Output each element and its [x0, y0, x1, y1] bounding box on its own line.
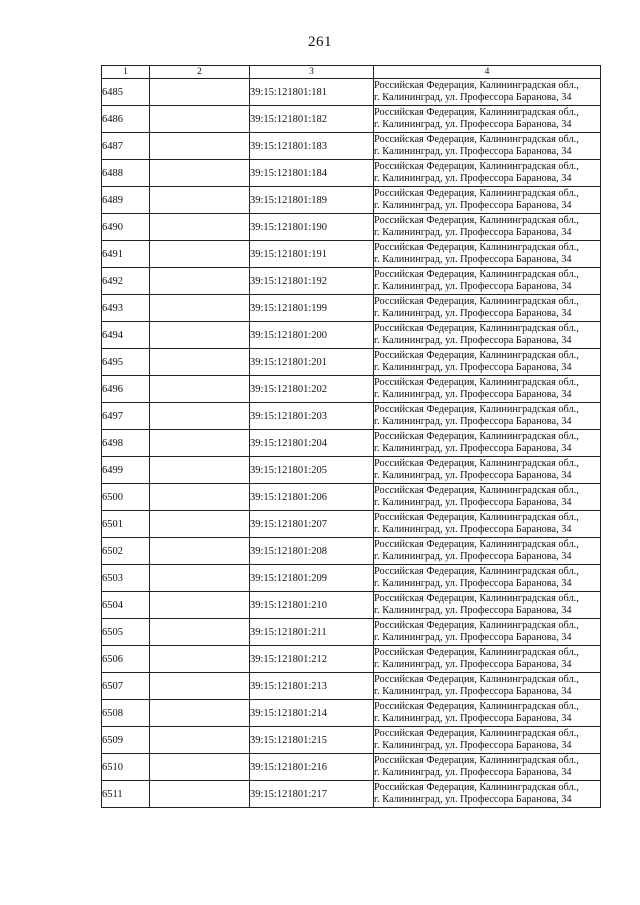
cadastral-number-cell: 39:15:121801:201: [250, 349, 374, 376]
table-row: [102, 160, 601, 187]
address-line-street: г. Калининград, ул. Профессора Баранова, 34: [374, 362, 572, 373]
row-number-cell: 6495: [102, 349, 150, 376]
table-row: [102, 349, 601, 376]
address-cell: [374, 700, 601, 727]
table-row: [102, 241, 601, 268]
empty-cell: [150, 376, 250, 403]
address-cell: [374, 511, 601, 538]
address-line-street: г. Калининград, ул. Профессора Баранова, 34: [374, 227, 572, 238]
address-line-region: Российская Федерация, Калининградская обл.,: [374, 350, 579, 361]
cadastral-number-cell: 39:15:121801:189: [250, 187, 374, 214]
address-cell: [374, 349, 601, 376]
row-number-cell: 6509: [102, 727, 150, 754]
table-row: [102, 133, 601, 160]
cadastral-number-cell: 39:15:121801:208: [250, 538, 374, 565]
table-row: [102, 754, 601, 781]
address-cell: [374, 241, 601, 268]
address-line-region: Российская Федерация, Калининградская обл.,: [374, 512, 579, 523]
address-line-street: г. Калининград, ул. Профессора Баранова, 34: [374, 713, 572, 724]
row-number-cell: 6511: [102, 781, 150, 808]
cadastral-number-cell: 39:15:121801:199: [250, 295, 374, 322]
address-line-region: Российская Федерация, Калининградская обл.,: [374, 215, 579, 226]
cadastral-number-cell: 39:15:121801:216: [250, 754, 374, 781]
address-line-street: г. Калининград, ул. Профессора Баранова, 34: [374, 470, 572, 481]
cadastral-number-cell: 39:15:121801:190: [250, 214, 374, 241]
empty-cell: [150, 241, 250, 268]
row-number-cell: 6491: [102, 241, 150, 268]
table-row: [102, 538, 601, 565]
row-number-cell: 6505: [102, 619, 150, 646]
table-row: [102, 673, 601, 700]
empty-cell: [150, 565, 250, 592]
address-line-region: Российская Федерация, Калининградская обл.,: [374, 296, 579, 307]
empty-cell: [150, 457, 250, 484]
empty-cell: [150, 727, 250, 754]
address-line-region: Российская Федерация, Калининградская обл.,: [374, 161, 579, 172]
empty-cell: [150, 133, 250, 160]
address-line-street: г. Калининград, ул. Профессора Баранова, 34: [374, 254, 572, 265]
empty-cell: [150, 430, 250, 457]
address-line-street: г. Калининград, ул. Профессора Баранова, 34: [374, 632, 572, 643]
address-line-region: Российская Федерация, Калининградская обл.,: [374, 404, 579, 415]
address-cell: [374, 106, 601, 133]
row-number-cell: 6485: [102, 79, 150, 106]
header-row: [102, 66, 601, 79]
address-line-region: Российская Федерация, Калининградская обл.,: [374, 458, 579, 469]
cadastral-number-cell: 39:15:121801:184: [250, 160, 374, 187]
row-number-cell: 6486: [102, 106, 150, 133]
address-cell: [374, 160, 601, 187]
cadastral-number-cell: 39:15:121801:203: [250, 403, 374, 430]
address-line-region: Российская Федерация, Калининградская обл.,: [374, 728, 579, 739]
table-row: [102, 619, 601, 646]
address-cell: [374, 376, 601, 403]
address-line-street: г. Калининград, ул. Профессора Баранова, 34: [374, 416, 572, 427]
address-line-street: г. Калининград, ул. Профессора Баранова, 34: [374, 497, 572, 508]
table-row: [102, 295, 601, 322]
address-cell: [374, 214, 601, 241]
address-line-street: г. Калининград, ул. Профессора Баранова, 34: [374, 740, 572, 751]
empty-cell: [150, 160, 250, 187]
cadastral-number-cell: 39:15:121801:212: [250, 646, 374, 673]
empty-cell: [150, 592, 250, 619]
address-cell: [374, 79, 601, 106]
address-line-region: Российская Федерация, Калининградская обл.,: [374, 107, 579, 118]
address-line-region: Российская Федерация, Калининградская обл.,: [374, 539, 579, 550]
empty-cell: [150, 187, 250, 214]
address-line-region: Российская Федерация, Калининградская обл.,: [374, 485, 579, 496]
cadastral-number-cell: 39:15:121801:214: [250, 700, 374, 727]
address-line-region: Российская Федерация, Калининградская обл.,: [374, 566, 579, 577]
empty-cell: [150, 538, 250, 565]
table-row: [102, 322, 601, 349]
row-number-cell: 6503: [102, 565, 150, 592]
address-line-region: Российская Федерация, Калининградская обл.,: [374, 674, 579, 685]
address-line-region: Российская Федерация, Калининградская обл.,: [374, 80, 579, 91]
empty-cell: [150, 268, 250, 295]
row-number-cell: 6493: [102, 295, 150, 322]
table-body: [102, 79, 601, 808]
address-line-region: Российская Федерация, Калининградская обл.,: [374, 647, 579, 658]
cadastral-number-cell: 39:15:121801:213: [250, 673, 374, 700]
address-cell: [374, 457, 601, 484]
address-cell: [374, 403, 601, 430]
row-number-cell: 6494: [102, 322, 150, 349]
cadastral-number-cell: 39:15:121801:200: [250, 322, 374, 349]
address-line-street: г. Калининград, ул. Профессора Баранова, 34: [374, 443, 572, 454]
empty-cell: [150, 79, 250, 106]
table-row: [102, 457, 601, 484]
empty-cell: [150, 214, 250, 241]
address-line-street: г. Калининград, ул. Профессора Баранова, 34: [374, 794, 572, 805]
address-line-street: г. Калининград, ул. Профессора Баранова, 34: [374, 686, 572, 697]
cadastral-number-cell: 39:15:121801:205: [250, 457, 374, 484]
address-line-street: г. Калининград, ул. Профессора Баранова, 34: [374, 659, 572, 670]
page-number: 261: [308, 34, 332, 50]
row-number-cell: 6487: [102, 133, 150, 160]
address-line-street: г. Калининград, ул. Профессора Баранова, 34: [374, 335, 572, 346]
address-cell: [374, 592, 601, 619]
register-table: [101, 65, 601, 808]
header-col-3: 3: [250, 66, 374, 79]
table-row: [102, 727, 601, 754]
address-line-street: г. Калининград, ул. Профессора Баранова, 34: [374, 119, 572, 130]
empty-cell: [150, 619, 250, 646]
address-line-region: Российская Федерация, Калининградская обл.,: [374, 323, 579, 334]
table-row: [102, 646, 601, 673]
address-cell: [374, 484, 601, 511]
empty-cell: [150, 781, 250, 808]
table-row: [102, 79, 601, 106]
row-number-cell: 6499: [102, 457, 150, 484]
cadastral-number-cell: 39:15:121801:182: [250, 106, 374, 133]
cadastral-number-cell: 39:15:121801:217: [250, 781, 374, 808]
address-line-region: Российская Федерация, Калининградская обл.,: [374, 782, 579, 793]
cadastral-number-cell: 39:15:121801:192: [250, 268, 374, 295]
cadastral-number-cell: 39:15:121801:204: [250, 430, 374, 457]
cadastral-number-cell: 39:15:121801:215: [250, 727, 374, 754]
row-number-cell: 6492: [102, 268, 150, 295]
empty-cell: [150, 106, 250, 133]
row-number-cell: 6510: [102, 754, 150, 781]
row-number-cell: 6507: [102, 673, 150, 700]
empty-cell: [150, 700, 250, 727]
cadastral-number-cell: 39:15:121801:207: [250, 511, 374, 538]
table-row: [102, 700, 601, 727]
row-number-cell: 6502: [102, 538, 150, 565]
cadastral-number-cell: 39:15:121801:210: [250, 592, 374, 619]
empty-cell: [150, 754, 250, 781]
table-row: [102, 484, 601, 511]
address-line-street: г. Калининград, ул. Профессора Баранова, 34: [374, 551, 572, 562]
empty-cell: [150, 322, 250, 349]
address-line-street: г. Калининград, ул. Профессора Баранова, 34: [374, 605, 572, 616]
row-number-cell: 6508: [102, 700, 150, 727]
empty-cell: [150, 403, 250, 430]
address-line-region: Российская Федерация, Калининградская обл.,: [374, 620, 579, 631]
row-number-cell: 6488: [102, 160, 150, 187]
cadastral-number-cell: 39:15:121801:181: [250, 79, 374, 106]
empty-cell: [150, 646, 250, 673]
address-cell: [374, 295, 601, 322]
cadastral-number-cell: 39:15:121801:209: [250, 565, 374, 592]
table-row: [102, 511, 601, 538]
address-line-region: Российская Федерация, Калининградская обл.,: [374, 269, 579, 280]
row-number-cell: 6500: [102, 484, 150, 511]
row-number-cell: 6497: [102, 403, 150, 430]
address-cell: [374, 754, 601, 781]
address-cell: [374, 646, 601, 673]
address-cell: [374, 727, 601, 754]
cadastral-number-cell: 39:15:121801:202: [250, 376, 374, 403]
empty-cell: [150, 295, 250, 322]
address-cell: [374, 133, 601, 160]
table-row: [102, 592, 601, 619]
address-line-region: Российская Федерация, Калининградская обл.,: [374, 188, 579, 199]
address-cell: [374, 430, 601, 457]
address-cell: [374, 619, 601, 646]
header-col-4: 4: [374, 66, 601, 79]
row-number-cell: 6489: [102, 187, 150, 214]
row-number-cell: 6504: [102, 592, 150, 619]
table-row: [102, 781, 601, 808]
table-row: [102, 106, 601, 133]
address-cell: [374, 781, 601, 808]
address-line-street: г. Калининград, ул. Профессора Баранова, 34: [374, 200, 572, 211]
address-line-region: Российская Федерация, Калининградская обл.,: [374, 755, 579, 766]
address-line-street: г. Калининград, ул. Профессора Баранова, 34: [374, 524, 572, 535]
header-col-1: 1: [102, 66, 150, 79]
empty-cell: [150, 673, 250, 700]
address-line-street: г. Калининград, ул. Профессора Баранова, 34: [374, 308, 572, 319]
address-cell: [374, 187, 601, 214]
address-line-street: г. Калининград, ул. Профессора Баранова, 34: [374, 146, 572, 157]
empty-cell: [150, 511, 250, 538]
row-number-cell: 6501: [102, 511, 150, 538]
cadastral-number-cell: 39:15:121801:191: [250, 241, 374, 268]
row-number-cell: 6506: [102, 646, 150, 673]
address-cell: [374, 565, 601, 592]
address-line-street: г. Калининград, ул. Профессора Баранова, 34: [374, 767, 572, 778]
address-line-region: Российская Федерация, Калининградская обл.,: [374, 242, 579, 253]
table-row: [102, 268, 601, 295]
address-line-street: г. Калининград, ул. Профессора Баранова, 34: [374, 578, 572, 589]
table-row: [102, 430, 601, 457]
address-line-region: Российская Федерация, Калининградская обл.,: [374, 134, 579, 145]
address-cell: [374, 268, 601, 295]
address-line-region: Российская Федерация, Калининградская обл.,: [374, 431, 579, 442]
cadastral-number-cell: 39:15:121801:211: [250, 619, 374, 646]
row-number-cell: 6496: [102, 376, 150, 403]
address-line-region: Российская Федерация, Калининградская обл.,: [374, 377, 579, 388]
address-cell: [374, 673, 601, 700]
address-line-street: г. Калининград, ул. Профессора Баранова, 34: [374, 173, 572, 184]
table-row: [102, 214, 601, 241]
address-cell: [374, 322, 601, 349]
table-row: [102, 403, 601, 430]
cadastral-number-cell: 39:15:121801:183: [250, 133, 374, 160]
cadastral-number-cell: 39:15:121801:206: [250, 484, 374, 511]
address-line-street: г. Калининград, ул. Профессора Баранова, 34: [374, 389, 572, 400]
address-line-region: Российская Федерация, Калининградская обл.,: [374, 701, 579, 712]
table-row: [102, 565, 601, 592]
address-line-region: Российская Федерация, Калининградская обл.,: [374, 593, 579, 604]
table-row: [102, 187, 601, 214]
row-number-cell: 6490: [102, 214, 150, 241]
row-number-cell: 6498: [102, 430, 150, 457]
address-line-street: г. Калининград, ул. Профессора Баранова, 34: [374, 92, 572, 103]
address-line-street: г. Калининград, ул. Профессора Баранова, 34: [374, 281, 572, 292]
empty-cell: [150, 484, 250, 511]
header-col-2: 2: [150, 66, 250, 79]
empty-cell: [150, 349, 250, 376]
table-row: [102, 376, 601, 403]
address-cell: [374, 538, 601, 565]
